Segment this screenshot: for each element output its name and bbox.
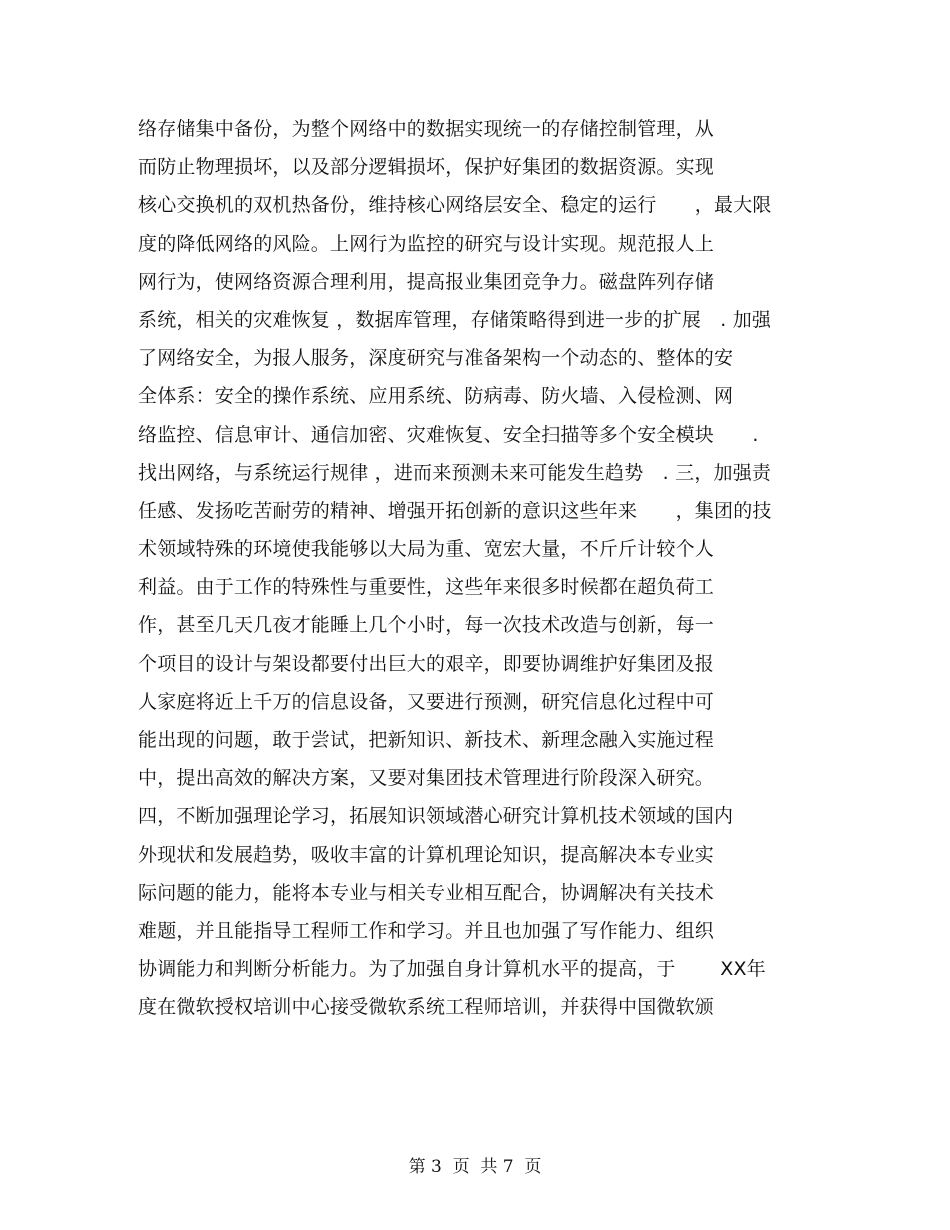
text-line: 人家庭将近上千万的信息设备，又要进行预测，研究信息化过程中可 — [138, 690, 715, 713]
text-line: 四，不断加强理论学习，拓展知识领域潜心研究计算机技术领域的国内 — [138, 805, 734, 828]
text-line: 能出现的问题，敢于尝试，把新知识、新技术、新理念融入实施过程 — [138, 729, 715, 751]
text-line: 而防止物理损坏，以及部分逻辑损坏，保护好集团的数据资源。实现 — [138, 156, 715, 179]
text-line: 外现状和发展趋势，吸收丰富的计算机理论知识，提高解决本专业实 — [138, 843, 715, 866]
text-line: 全体系：安全的操作系统、应用系统、防病毒、防火墙、入侵检测、网 — [138, 385, 734, 408]
text-line: 作，甚至几天几夜才能睡上几个小时，每一次技术改造与创新，每一 — [138, 614, 715, 637]
text-line: 找出网络，与系统运行规律 ，进而来预测未来可能发生趋势 . 三，加强责 — [138, 461, 772, 484]
text-line: 度的降低网络的风险。上网行为监控的研究与设计实现。规范报人上 — [138, 232, 715, 255]
text-line: 利益。由于工作的特殊性与重要性，这些年来很多时候都在超负荷工 — [138, 576, 715, 599]
text-line: 度在微软授权培训中心接受微软系统工程师培训，并获得中国微软颁 — [138, 996, 715, 1019]
text-line: 了网络安全，为报人服务，深度研究与准备架构一个动态的、整体的安 — [138, 347, 734, 370]
text-line: 协调能力和判断分析能力。为了加强自身计算机水平的提高，于 XX年 — [138, 958, 766, 981]
text-line: 际问题的能力，能将本专业与相关专业相互配合，协调解决有关技术 — [138, 881, 715, 904]
page-number-footer: 第 3 页 共 7 页 — [408, 1157, 542, 1177]
text-line: 络存储集中备份，为整个网络中的数据实现统一的存储控制管理，从 — [138, 118, 715, 140]
text-line: 难题，并且能指导工程师工作和学习。并且也加强了写作能力、组织 — [138, 919, 715, 942]
body-text — [138, 114, 818, 1031]
text-line: 术领域特殊的环境使我能够以大局为重、宽宏大量，不斤斤计较个人 — [138, 538, 715, 561]
text-line: 络监控、信息审计、通信加密、灾难恢复、安全扫描等多个安全模块 . — [138, 423, 759, 446]
text-line: 个项目的设计与架设都要付出巨大的艰辛，即要协调维护好集团及报 — [138, 652, 715, 675]
text-line: 中，提出高效的解决方案，又要对集团技术管理进行阶段深入研究。 — [138, 767, 715, 790]
text-line: 任感、发扬吃苦耐劳的精神、增强开拓创新的意识这些年来 ，集团的技 — [138, 499, 772, 522]
text-line: 网行为，使网络资源合理利用，提高报业集团竞争力。磁盘阵列存储 — [138, 270, 715, 293]
text-line: 系统，相关的灾难恢复 ，数据库管理，存储策略得到进一步的扩展 . 加强 — [138, 308, 772, 331]
text-line: 核心交换机的双机热备份，维持核心网络层安全、稳定的运行 ，最大限 — [138, 194, 772, 217]
